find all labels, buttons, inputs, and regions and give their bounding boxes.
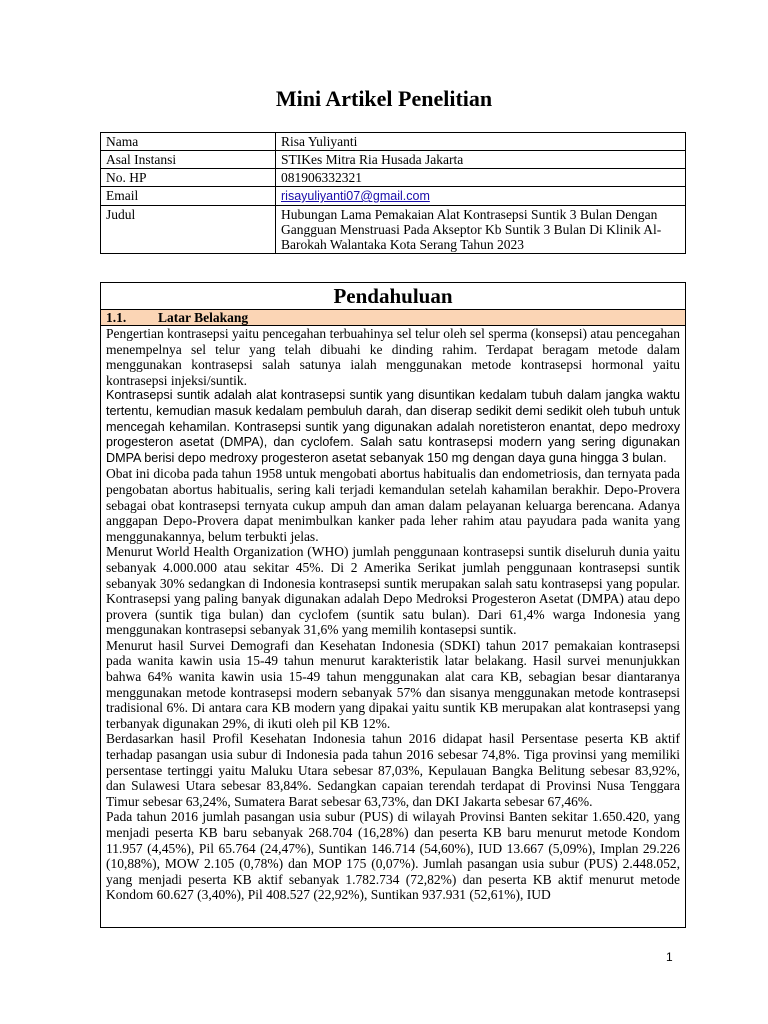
info-value: Risa Yuliyanti <box>276 133 686 151</box>
info-label: Asal Instansi <box>101 151 276 169</box>
paragraph: Menurut World Health Organization (WHO) jumlah penggunaan kontrasepsi suntik diseluruh dunia yaitu sebanyak 4.000.000 atau sekitar 45%. Di 2 Amerika Serikat jumlah penggunaan kontrasepsi suntik sebanyak 30% sedangkan di Indonesia kontrasepsi suntik merupakan salah satu kontrasepsi yang popular. Kontrasepsi yang paling banyak digunakan adalah Depo Medroksi Progesteron Asetat (DMPA) atau depo provera (suntik tiga bulan) dan cyclofem (suntik satu bulan). Dari 61,4% warga Indonesia yang menggunakan kontrasepsi sebanyak 31,6% yang memilih kontasepsi suntik. <box>106 544 680 638</box>
info-label: Email <box>101 187 276 206</box>
info-row-institution <box>101 151 686 169</box>
paragraph: Kontrasepsi suntik adalah alat kontrasepsi suntik yang disuntikan kedalam tubuh dalam jangka waktu tertentu, kemudian masuk kedalam pembuluh darah, dan diserap sedikit demi sedikit oleh tubuh untuk mencegah kehamilan. Kontrasepsi suntik yang digunakan adalah noretisteron enantat, depo medroxy progesteron asetat (DMPA), dan cyclofem. Salah satu kontrasepsi modern yang sering digunakan DMPA berisi depo medroxy progesteron asetat sebanyak 150 mg dengan daya guna hingga 3 bulan. <box>106 388 680 465</box>
info-value: 081906332321 <box>276 169 686 187</box>
info-label: Judul <box>101 206 276 254</box>
info-row-phone <box>101 169 686 187</box>
paragraph: Pada tahun 2016 jumlah pasangan usia subur (PUS) di wilayah Provinsi Banten sekitar 1.650.420, yang menjadi peserta KB baru sebanyak 268.704 (16,28%) dan peserta KB baru menurut metode Kondom 11.957 (4,45%), Pil 65.764 (24,47%), Suntikan 146.714 (54,60%), IUD 13.667 (5,09%), Implan 29.226 (10,88%), MOW 2.105 (0,78%) dan MOP 175 (0,07%). Jumlah pasangan usia subur (PUS) 2.448.052, yang menjadi peserta KB aktif sebanyak 1.782.734 (72,82%) dan peserta KB aktif menurut metode Kondom 60.627 (3,40%), Pil 408.527 (22,92%), Suntikan 937.931 (52,61%), IUD <box>106 809 680 903</box>
info-value-cell <box>276 187 686 206</box>
section-title: Pendahuluan <box>101 283 685 310</box>
subsection-number: 1.1. <box>106 310 127 325</box>
subsection-title: Latar Belakang <box>158 310 249 325</box>
info-label: Nama <box>101 133 276 151</box>
document-title: Mini Artikel Penelitian <box>275 86 493 111</box>
email-link[interactable]: risayuliyanti07@gmail.com <box>281 189 430 203</box>
author-info-table <box>100 132 686 254</box>
page-number: 1 <box>666 950 673 964</box>
info-row-title <box>101 206 686 254</box>
info-row-name <box>101 133 686 151</box>
info-label: No. HP <box>101 169 276 187</box>
paragraph: Pengertian kontrasepsi yaitu pencegahan terbuahinya sel telur oleh sel sperma (konsepsi) atau pencegahan menempelnya sel telur yang telah dibuahi ke dinding rahim. Terdapat beragam metode dalam menggunakan kontrasepsi salah satunya ialah menggunakan metode kontrasepsi hormonal yaitu kontrasepsi injeksi/suntik. <box>106 326 680 388</box>
paragraph: Obat ini dicoba pada tahun 1958 untuk mengobati abortus habitualis dan endometriosis, dan ternyata pada pengobatan abortus habitualis, sering kali terjadi kemandulan setelah kahamilan berakhir. Depo-Provera sebagai obat kontrasepsi ternyata cukup ampuh dan aman dalam pelayanan keluarga berencana. Adanya anggapan Depo-Provera dapat menimbulkan kanker pada leher rahim atau payudara pada wanita yang menggunakannya, belum terbukti jelas. <box>106 466 680 544</box>
paragraph: Menurut hasil Survei Demografi dan Kesehatan Indonesia (SDKI) tahun 2017 pemakaian kontrasepsi pada wanita kawin usia 15-49 tahun menurut karakteristik latar belakang. Hasil survei menunjukkan bahwa 64% wanita kawin usia 15-49 tahun menggunakan alat cara KB, sebagian besar diantaranya menggunakan metode kontrasepsi modern sebanyak 57% dan sisanya menggunakan metode kontrasepsi tradisional 6%. Di antara cara KB modern yang dipakai yaitu suntik KB merupakan alat kontrasepsi yang terbanyak digunakan 29%, di ikuti oleh pil KB 12%. <box>106 637 680 731</box>
info-value: STIKes Mitra Ria Husada Jakarta <box>276 151 686 169</box>
introduction-section <box>100 282 686 928</box>
info-value: Hubungan Lama Pemakaian Alat Kontrasepsi Suntik 3 Bulan Dengan Gangguan Menstruasi Pada Akseptor Kb Suntik 3 Bulan Di Klinik Al-Barokah Walantaka Kota Serang Tahun 2023 <box>276 206 686 254</box>
section-body <box>101 326 685 903</box>
paragraph: Berdasarkan hasil Profil Kesehatan Indonesia tahun 2016 didapat hasil Persentase peserta KB aktif terhadap pasangan usia subur di Indonesia pada tahun 2016 sebesar 74,8%. Tiga provinsi yang memiliki persentase tertinggi yaitu Maluku Utara sebesar 87,03%, Kepulauan Bangka Belitung sebesar 83,92%, dan Sulawesi Utara sebesar 83,84%. Sedangkan capaian terendah terdapat di Provinsi Nusa Tenggara Timur sebesar 63,24%, Sumatera Barat sebesar 63,73%, dan DKI Jakarta sebesar 67,46%. <box>106 731 680 809</box>
info-row-email <box>101 187 686 206</box>
subsection-heading <box>101 310 685 326</box>
